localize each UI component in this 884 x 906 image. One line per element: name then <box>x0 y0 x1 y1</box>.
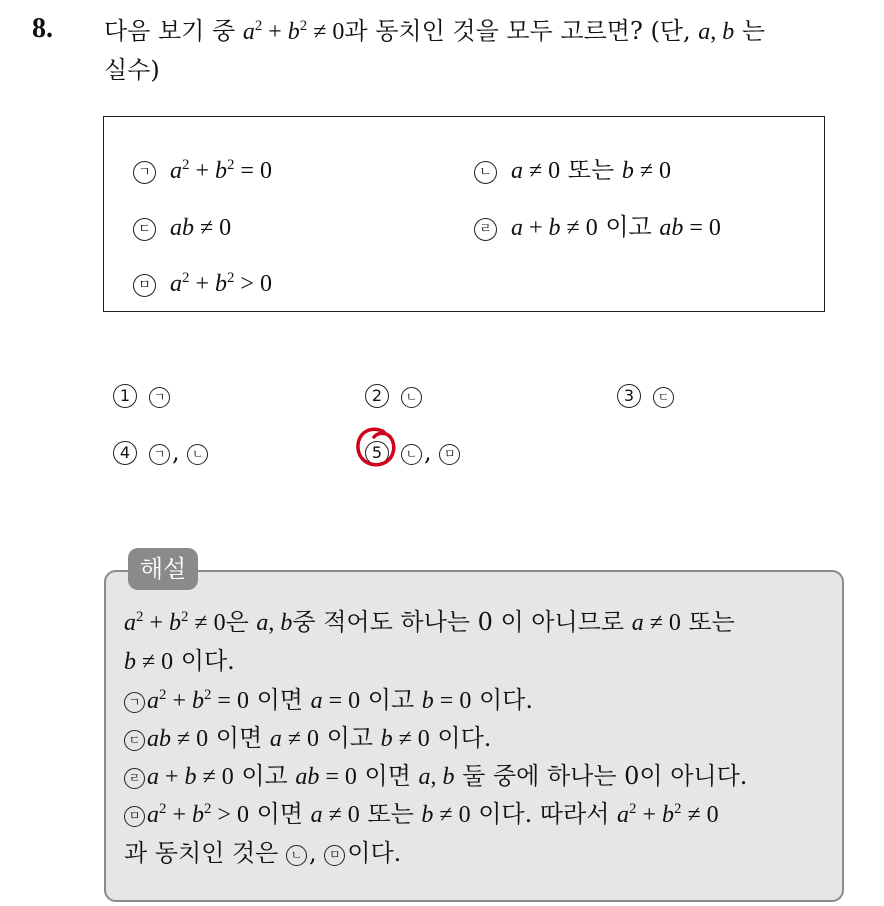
statement-b: ㄴ a ≠ 0 또는 b ≠ 0 <box>474 155 671 186</box>
question-text: 다음 보기 중 $a^2 + b^2 \ne 0$과 동치인 것을 모두 고르면? (단, a, b 는 실수) <box>104 17 766 84</box>
answer-check-mark-icon <box>354 426 400 470</box>
choice-4[interactable]: 4 ㄱ , ㄴ <box>113 437 210 467</box>
marker-mieum-icon: ㅁ <box>133 274 156 297</box>
solution-line-2: b ≠ 0 이다. <box>124 647 235 675</box>
solution-line-4: ㄷ ab ≠ 0 이면 a ≠ 0 이고 b ≠ 0 이다. <box>124 722 491 755</box>
choice-3[interactable]: 3 ㄷ <box>617 380 676 410</box>
solution-line-6: ㅁ $a^2 + b^2 > 0$ 이면 a ≠ 0 또는 b ≠ 0 이다. 따라서 $a^2 + b^2 \ne 0$ <box>124 798 719 831</box>
question-number: 8. <box>32 13 53 44</box>
choice-5[interactable]: 5 ㄴ , ㅁ <box>365 437 462 467</box>
condition-expression: $a^2 + b^2 \ne 0$ <box>242 18 345 45</box>
statement-e: ㅁ $a^2 + b^2 > 0$ <box>133 268 272 299</box>
solution-line-1: $a^2 + b^2 \ne 0$은 a, b중 적어도 하나는 0 이 아니므로 a ≠ 0 또는 <box>124 608 735 636</box>
statement-d: ㄹ a + b ≠ 0 이고 ab = 0 <box>474 212 721 243</box>
marker-digeut-icon: ㄷ <box>133 218 156 241</box>
solution-tag: 해설 <box>128 548 198 590</box>
marker-rieul-icon: ㄹ <box>474 218 497 241</box>
solution-line-3: ㄱ $a^2 + b^2 = 0$ 이면 a = 0 이고 b = 0 이다. <box>124 684 533 717</box>
marker-giyeok-icon: ㄱ <box>133 161 156 184</box>
marker-nieun-icon: ㄴ <box>474 161 497 184</box>
statement-a: ㄱ $a^2 + b^2 = 0$ <box>133 155 272 186</box>
statement-c: ㄷ ab ≠ 0 <box>133 212 231 243</box>
choice-1[interactable]: 1 ㄱ <box>113 380 172 410</box>
solution-line-7: 과 동치인 것은 ㄴ , ㅁ 이다. <box>124 839 402 867</box>
solution-line-5: ㄹ a + b ≠ 0 이고 ab = 0 이면 a, b 둘 중에 하나는 0이 아니다. <box>124 760 747 793</box>
choice-2[interactable]: 2 ㄴ <box>365 380 424 410</box>
